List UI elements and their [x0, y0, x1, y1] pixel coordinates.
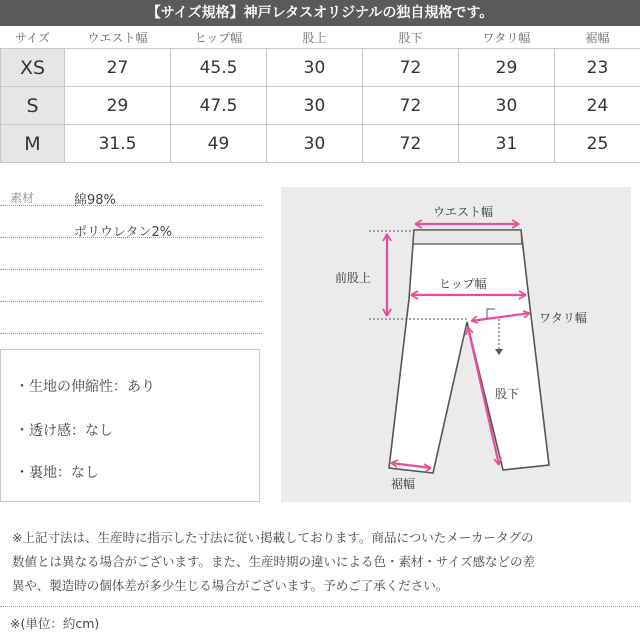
spec-row-empty	[0, 249, 262, 270]
divider	[0, 606, 640, 607]
waistband	[413, 230, 522, 244]
table-cell: 72	[363, 125, 459, 163]
row-label-size: M	[1, 125, 65, 163]
table-cell: 29	[65, 87, 171, 125]
thigh-label: ワタリ幅	[539, 311, 587, 325]
feature-stretch: ・生地の伸縮性：あり	[15, 379, 155, 395]
note-line: 異や、製造時の個体差が多少生じる場合がございます。予めご了承ください。	[12, 578, 449, 593]
spec-row-empty	[0, 313, 262, 334]
table-row	[1, 125, 640, 163]
column-header-hip: ヒップ幅	[171, 26, 267, 49]
feature-box	[0, 349, 260, 502]
row-label-size: XS	[1, 49, 65, 87]
note-line: ※上記寸法は、生産時に指示した寸法に従い掲載しております。商品についたメーカータグの	[12, 530, 534, 545]
table-cell: 30	[267, 87, 363, 125]
table-cell: 30	[267, 49, 363, 87]
material-row	[0, 185, 262, 206]
column-header-waist: ウエスト幅	[65, 26, 171, 49]
feature-lining: ・裏地：なし	[15, 465, 99, 481]
table-cell: 72	[363, 49, 459, 87]
hip-label: ヒップ幅	[439, 277, 487, 291]
column-header-hem: 裾幅	[555, 26, 640, 49]
pants-outline	[389, 230, 549, 473]
table-row	[1, 87, 640, 125]
size-table	[0, 26, 640, 163]
table-cell: 29	[459, 49, 555, 87]
column-header-rise: 股上	[267, 26, 363, 49]
size-table-header-row	[1, 26, 640, 49]
table-cell: 45.5	[171, 49, 267, 87]
inseam-label: 股下	[495, 387, 520, 401]
column-header-inseam: 股下	[363, 26, 459, 49]
waist-label: ウエスト幅	[433, 205, 494, 219]
table-row	[1, 49, 640, 87]
feature-sheerness: ・透け感：なし	[15, 423, 113, 439]
table-cell: 47.5	[171, 87, 267, 125]
column-header-size: サイズ	[1, 26, 65, 49]
table-cell: 25	[555, 125, 640, 163]
column-header-thigh: ワタリ幅	[459, 26, 555, 49]
material-label: 素材	[10, 191, 35, 205]
table-cell: 49	[171, 125, 267, 163]
table-cell: 24	[555, 87, 640, 125]
row-label-size: S	[1, 87, 65, 125]
table-cell: 23	[555, 49, 640, 87]
table-cell: 72	[363, 87, 459, 125]
table-cell: 31	[459, 125, 555, 163]
note-line: 数値とは異なる場合がございます。また、生産時期の違いによる色・素材・サイズ感などの差	[12, 554, 536, 569]
hem-label: 裾幅	[391, 477, 416, 491]
table-cell: 27	[65, 49, 171, 87]
size-spec-header: 【サイズ規格】神戸レタスオリジナルの独自規格です。	[0, 0, 640, 26]
spec-row-empty	[0, 281, 262, 302]
unit-note: ※(単位：約cm)	[10, 616, 100, 631]
material-value: ポリウレタン2%	[74, 225, 173, 240]
table-cell: 31.5	[65, 125, 171, 163]
material-row	[0, 217, 262, 238]
disclaimer-notes	[12, 526, 632, 598]
table-cell: 30	[267, 125, 363, 163]
table-cell: 30	[459, 87, 555, 125]
rise-label: 前股上	[335, 271, 372, 285]
material-value: 綿98%	[74, 193, 116, 208]
pants-measurement-diagram	[281, 187, 631, 502]
pants-diagram-svg	[281, 187, 631, 502]
